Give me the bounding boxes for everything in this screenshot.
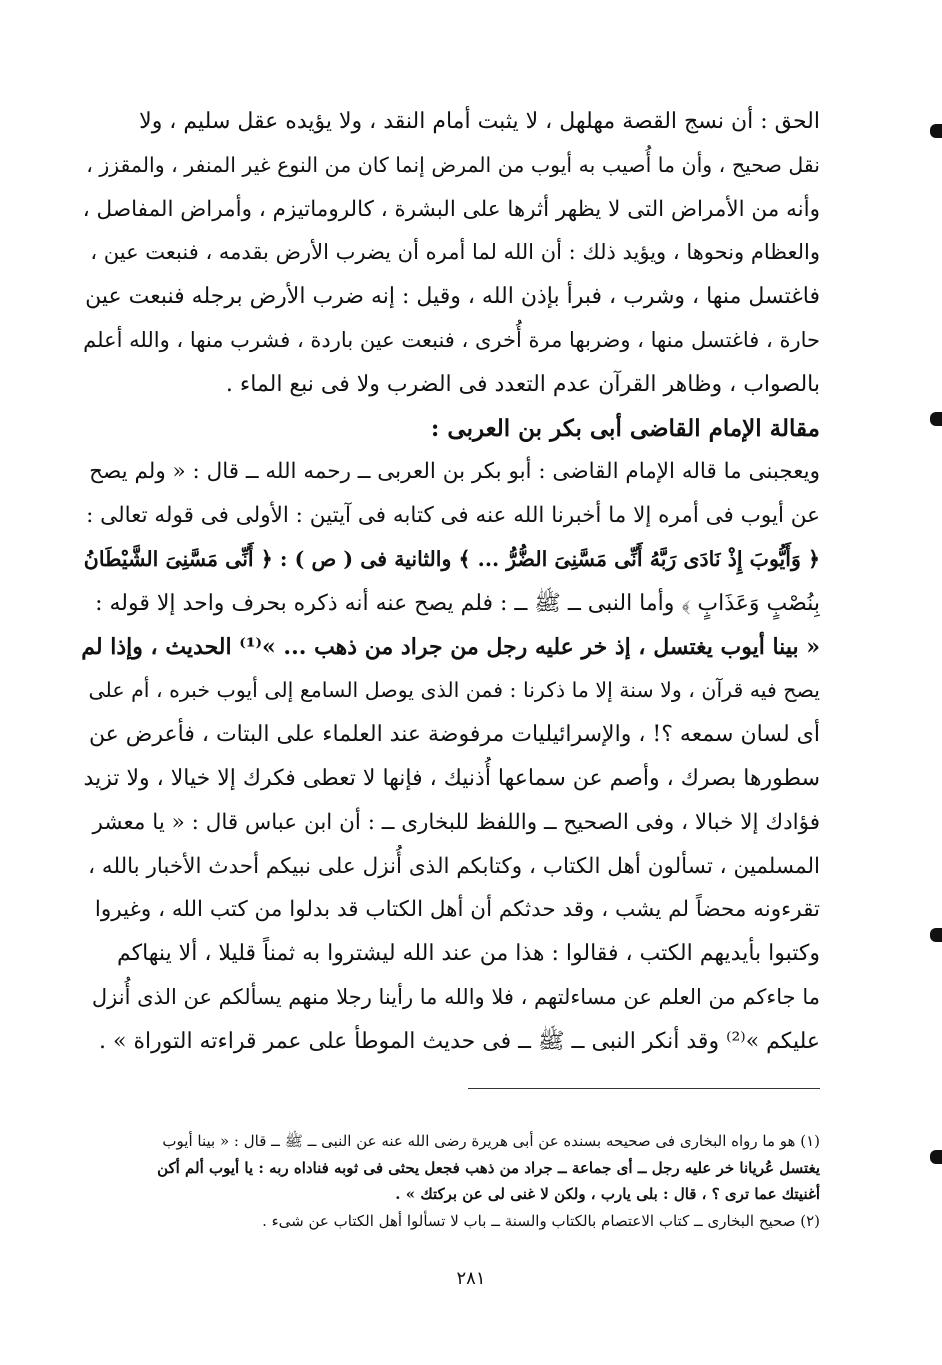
binding-mark bbox=[930, 124, 942, 138]
hadith-line: « بينا أيوب يغتسل ، إذ خر عليه رجل من جراد من ذهب ... »⁽¹⁾ الحديث ، وإذا لم bbox=[81, 633, 820, 660]
binding-mark bbox=[930, 1150, 942, 1164]
text-line: فاغتسل منها ، وشرب ، فبرأ بإذن الله ، وقيل : إنه ضرب الأرض برجله فنبعت عين bbox=[85, 284, 820, 310]
text-line: يصح فيه قرآن ، ولا سنة إلا ما ذكرنا : فمن الذى يوصل السامع إلى أيوب خبره ، أم على bbox=[88, 678, 820, 703]
quran-verse-line: ﴿ وَأَيُّوبَ إِذْ نَادَى رَبَّهُ أَنِّى مَسَّنِىَ الضُّرُّ ... ﴾ والثانية فى ( ص ) : ﴿ أَنِّى مَسَّنِىَ الشَّيْطَانُ bbox=[83, 546, 820, 571]
text-line: نقل صحيح ، وأن ما أُصيب به أيوب من المرض إنما كان من النوع غير المنفر ، والمقزز ، bbox=[86, 152, 820, 177]
text-line: عليكم »⁽²⁾ وقد أنكر النبى ــ ﷺ ــ فى حديث الموطأ على عمر قراءته التوراة » . bbox=[99, 1028, 820, 1054]
footnote-line: (١) هو ما رواه البخارى فى صحيحه بسنده عن أبى هريرة رضى الله عنه عن النبى ــ ﷺ ــ قال : « بينا أيوب bbox=[162, 1132, 820, 1150]
text-line: فؤادك إلا خبالا ، وفى الصحيح ــ واللفظ للبخارى ــ : أن ابن عباس قال : « يا معشر bbox=[92, 809, 820, 835]
binding-mark bbox=[930, 412, 942, 426]
text-line: أى لسان سمعه ؟! ، والإسرائيليات مرفوضة عند العلماء على البتات ، فأعرض عن bbox=[88, 722, 820, 748]
text-line: سطورها بصرك ، وأصم عن سماعها أُذنيك ، فإنها لا تعطى فكرك إلا خيالا ، ولا تزيد bbox=[83, 765, 820, 791]
text-line: حارة ، فاغتسل منها ، وضربها مرة أُخرى ، فنبعت عين باردة ، فشرب منها ، والله أعلم bbox=[83, 327, 820, 352]
text-line: بالصواب ، وظاهر القرآن عدم التعدد فى الضرب ولا فى نبع الماء . bbox=[225, 371, 820, 397]
text-line: تقرءونه محضاً لم يشب ، وقد حدثكم أن أهل الكتاب قد بدلوا من كتب الله ، وغيروا bbox=[94, 897, 820, 923]
text-line: عن أيوب فى أمره إلا ما أخبرنا الله عنه فى كتابه فى آيتين : الأولى فى قوله تعالى : bbox=[86, 503, 820, 529]
text-line: المسلمين ، تسألون أهل الكتاب ، وكتابكم الذى أُنزل على نبيكم أحدث الأخبار بالله ، bbox=[88, 853, 820, 879]
footnote-line: يغتسل عُريانا خر عليه رجل ــ أى جماعة ــ جراد من ذهب فجعل يحثى فى ثوبه فناداه ربه : يا أيوب ألم أكن bbox=[157, 1158, 820, 1177]
text-line: وأنه من الأمراض التى لا يظهر أثرها على البشرة ، كالروماتيزم ، وأمراض المفاصل ، bbox=[82, 196, 820, 222]
text-line: الحق : أن نسج القصة مهلهل ، لا يثبت أمام النقد ، ولا يؤيده عقل سليم ، ولا bbox=[139, 109, 820, 134]
page-number: ٢٨١ bbox=[456, 1268, 486, 1289]
footnote-divider bbox=[468, 1088, 820, 1089]
footnotes bbox=[80, 1128, 820, 1234]
text-line: والعظام ونحوها ، ويؤيد ذلك : أن الله لما أمره أن يضرب الأرض بقدمه ، فنبعت عين ، bbox=[90, 240, 820, 265]
binding-mark bbox=[930, 928, 942, 942]
text-line: وكتبوا بأيديهم الكتب ، فقالوا : هذا من عند الله ليشتروا به ثمناً قليلا ، ألا ينهاكم bbox=[116, 941, 820, 967]
text-line: ما جاءكم من العلم عن مساءلتهم ، فلا والله ما رأينا رجلا منهم يسألكم عن الذى أُنزل bbox=[91, 984, 820, 1009]
text-line: بِنُصْبٍ وَعَذَابٍ ﴾ وأما النبى ــ ﷺ ــ : فلم يصح عنه أنه ذكره بحرف واحد إلا قوله : bbox=[95, 590, 820, 616]
main-text bbox=[80, 100, 820, 1064]
footnote-line: (٢) صحيح البخارى ــ كتاب الاعتصام بالكتاب والسنة ــ باب لا تسألوا أهل الكتاب عن شىء . bbox=[262, 1211, 820, 1230]
text-line: ويعجبنى ما قاله الإمام القاضى : أبو بكر بن العربى ــ رحمه الله ــ قال : « ولم يصح bbox=[89, 459, 820, 485]
footnote-line: أغنيتك عما ترى ؟ ، قال : بلى يارب ، ولكن لا غنى لى عن بركتك » . bbox=[395, 1185, 820, 1204]
section-heading: مقالة الإمام القاضى أبى بكر بن العربى : bbox=[430, 414, 820, 442]
